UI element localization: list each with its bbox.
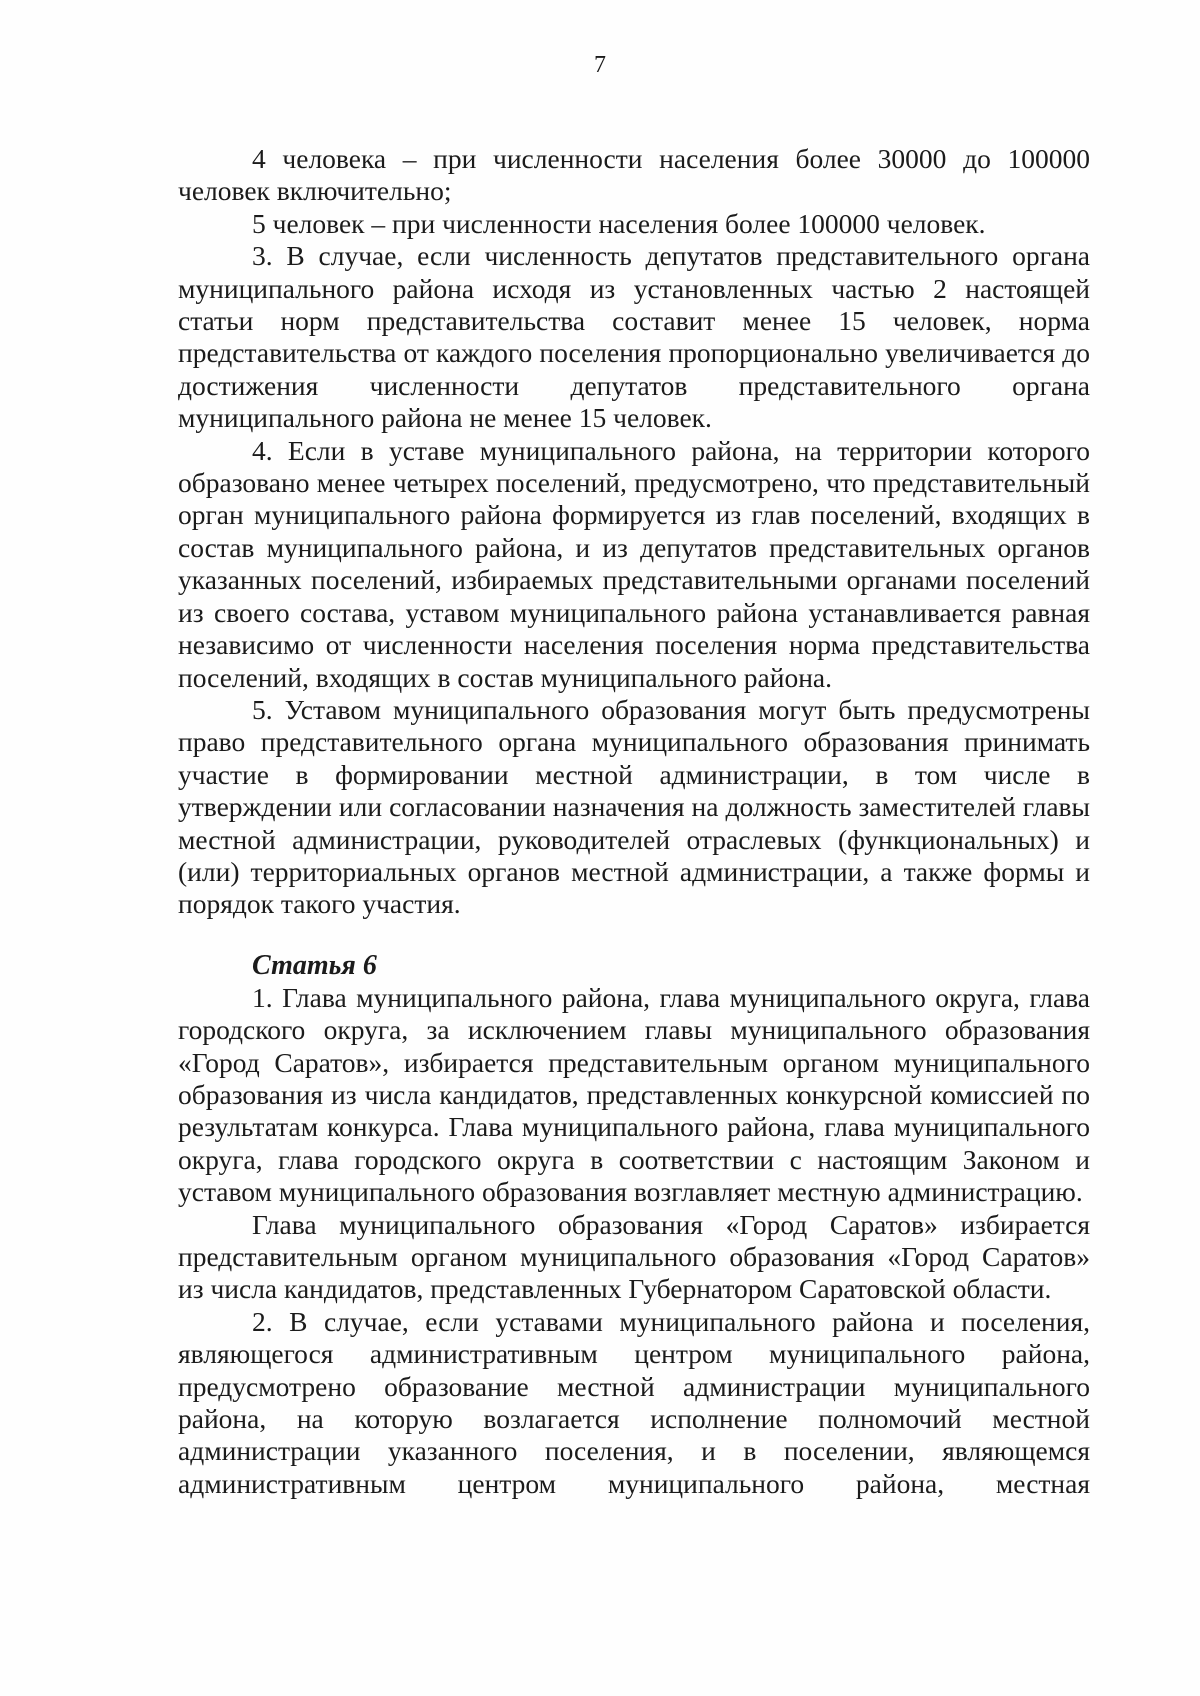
paragraph-article6-clause-1: 1. Глава муниципального района, глава муниципального округа, глава городского округа, за исключением главы муниципального образования «Город Саратов», избирается представительным органом муниципального образования из числа кандидатов, представленных конкурсной комиссией по результатам конкурса. Глава муниципального района, глава муниципального округа, глава городского округа в соответствии с настоящим Законом и уставом муниципального образования возглавляет местную администрацию.	[178, 981, 1090, 1208]
paragraph-clause-5: 5. Уставом муниципального образования могут быть предусмотрены право представительного органа муниципального образования принимать участие в формировании местной администрации, в том числе в утверждении или согласовании назначения на должность заместителей главы местной администрации, руководителей отраслевых (функциональных) и (или) территориальных органов местной администрации, а также формы и порядок такого участия.	[178, 693, 1090, 920]
paragraph-article6-clause-2: 2. В случае, если уставами муниципального района и поселения, являющегося административным центром муниципального района, предусмотрено образование местной администрации муниципального района, на которую возлагается исполнение полномочий местной администрации указанного поселения, и в поселении, являющемся административным центром муниципального района, местная	[178, 1305, 1090, 1499]
paragraph-population-5: 5 человек – при численности населения более 100000 человек.	[252, 207, 986, 239]
paragraph-clause-4: 4. Если в уставе муниципального района, на территории которого образовано менее четырех поселений, предусмотрено, что представительный орган муниципального района формируется из глав поселений, входящих в состав муниципального района, и из депутатов представительных органов указанных поселений, избираемых представительными органами поселений из своего состава, уставом муниципального района устанавливается равная независимо от численности населения поселения норма представительства поселений, входящих в состав муниципального района.	[178, 434, 1090, 693]
paragraph-clause-3: 3. В случае, если численность депутатов представительного органа муниципального района исходя из установленных частью 2 настоящей статьи норм представительства составит менее 15 человек, норма представительства от каждого поселения пропорционально увеличивается до достижения численности депутатов представительного органа муниципального района не менее 15 человек.	[178, 240, 1090, 434]
paragraph-population-4: 4 человека – при численности населения более 30000 до 100000 человек включительно;	[178, 143, 1090, 207]
page-number: 7	[594, 52, 606, 78]
document-body	[178, 143, 1090, 1500]
paragraph-article6-saratov: Глава муниципального образования «Город Саратов» избирается представительным органом муниципального образования «Город Саратов» из числа кандидатов, представленных Губернатором Саратовской области.	[178, 1208, 1090, 1305]
article-heading: Статья 6	[252, 949, 377, 981]
